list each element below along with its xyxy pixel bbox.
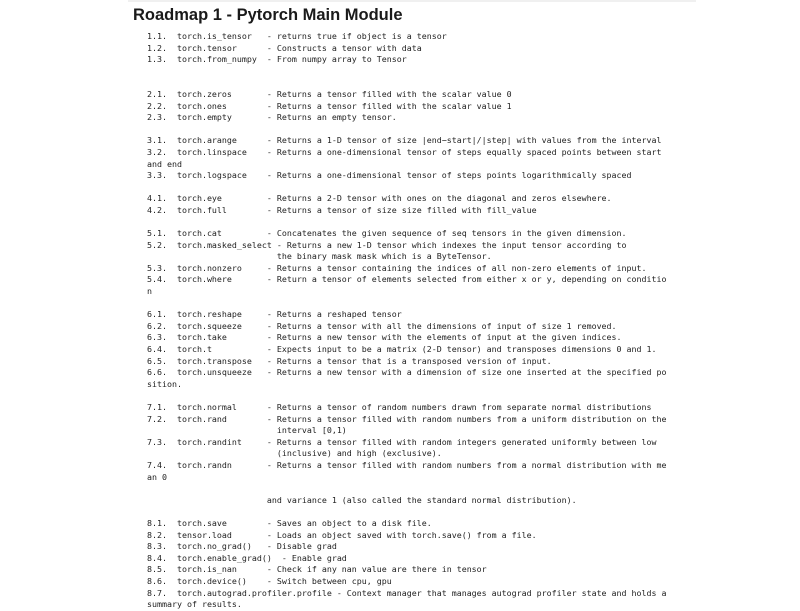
text-line: 7.1. torch.normal - Returns a tensor of random numbers drawn from separate normal distributions bbox=[147, 402, 652, 412]
page-title: Roadmap 1 - Pytorch Main Module bbox=[133, 6, 403, 24]
text-line bbox=[147, 390, 683, 402]
text-line: 2.1. torch.zeros - Returns a tensor filled with the scalar value 0 bbox=[147, 88, 512, 99]
text-line: 8.4. torch.enable_grad() - Enable grad bbox=[147, 552, 347, 563]
text-line: 8.7. torch.autograd.profiler.profile - Context manager that manages autograd profiler state and holds a bbox=[147, 587, 667, 598]
text-line: 5.4. torch.where - Return a tensor of elements selected from either x or y, depending on conditio bbox=[147, 274, 667, 285]
text-line: 6.2. torch.squeeze - Returns a tensor with all the dimensions of input of size 1 removed. bbox=[147, 320, 617, 331]
text-line: 8.5. torch.is_nan - Check if any nan value are there in tensor bbox=[147, 564, 487, 575]
text-line: 8.3. torch.no_grad() - Disable grad bbox=[147, 541, 337, 552]
text-line: 4.1. torch.eye - Returns a 2-D tensor with ones on the diagonal and zeros elsewhere. bbox=[147, 193, 612, 204]
text-line bbox=[147, 483, 683, 495]
text-line bbox=[147, 217, 683, 229]
text-line: and variance 1 (also called the standard normal distribution). bbox=[147, 494, 577, 505]
text-line: summary of results. bbox=[147, 599, 242, 610]
text-line: 6.5. torch.transpose - Returns a tensor that is a transposed version of input. bbox=[147, 355, 552, 366]
text-line: 8.2. tensor.load - Loads an object saved with torch.save() from a file. bbox=[147, 529, 537, 540]
text-line: 5.2. torch.masked_select - Returns a new 1-D tensor which indexes the input tensor according to bbox=[147, 239, 627, 250]
text-line: 5.1. torch.cat - Concatenates the given sequence of seq tensors in the given dimension. bbox=[147, 228, 627, 239]
text-line: 6.3. torch.take - Returns a new tensor with the elements of input at the given indices. bbox=[147, 332, 622, 343]
document-body bbox=[147, 31, 683, 611]
text-line: 2.2. torch.ones - Returns a tensor filled with the scalar value 1 bbox=[147, 100, 512, 111]
text-line: 4.2. torch.full - Returns a tensor of size size filled with fill_value bbox=[147, 204, 537, 215]
text-line: 6.6. torch.unsqueeze - Returns a new tensor with a dimension of size one inserted at the specified po bbox=[147, 367, 667, 378]
text-line: 3.3. torch.logspace - Returns a one-dimensional tensor of steps points logarithmically spaced bbox=[147, 170, 632, 181]
text-line bbox=[147, 77, 683, 89]
text-line: 6.1. torch.reshape - Returns a reshaped tensor bbox=[147, 309, 402, 320]
text-line: 3.1. torch.arange - Returns a 1-D tensor of size |end−start|/|step| with values from the interval bbox=[147, 135, 662, 146]
text-line: 7.4. torch.randn - Returns a tensor filled with random numbers from a normal distribution with me bbox=[147, 459, 667, 470]
text-line: 7.3. torch.randint - Returns a tensor filled with random integers generated uniformly between low bbox=[147, 436, 657, 447]
text-line bbox=[147, 182, 683, 194]
text-line bbox=[147, 66, 683, 78]
text-line: 8.6. torch.device() - Switch between cpu, gpu bbox=[147, 575, 392, 586]
text-line: the binary mask mask which is a ByteTensor. bbox=[147, 251, 492, 262]
text-line: 1.1. torch.is_tensor - returns true if object is a tensor bbox=[147, 31, 447, 41]
text-line: 1.2. torch.tensor - Constructs a tensor with data bbox=[147, 42, 422, 53]
text-line: 5.3. torch.nonzero - Returns a tensor containing the indices of all non-zero elements of input. bbox=[147, 262, 647, 273]
text-line: 7.2. torch.rand - Returns a tensor filled with random numbers from a uniform distribution on the bbox=[147, 413, 667, 424]
text-line bbox=[147, 124, 683, 136]
text-line: an 0 bbox=[147, 471, 167, 482]
text-line: and end bbox=[147, 158, 182, 169]
text-line bbox=[147, 506, 683, 518]
text-line: 1.3. torch.from_numpy - From numpy array to Tensor bbox=[147, 54, 407, 65]
text-line: 2.3. torch.empty - Returns an empty tensor. bbox=[147, 112, 397, 123]
text-line: sition. bbox=[147, 378, 182, 389]
text-line: 3.2. torch.linspace - Returns a one-dimensional tensor of steps equally spaced points between start bbox=[147, 146, 662, 157]
text-line: n bbox=[147, 286, 152, 297]
text-line: (inclusive) and high (exclusive). bbox=[147, 448, 442, 459]
text-line: 6.4. torch.t - Expects input to be a matrix (2-D tensor) and transposes dimensions 0 and 1. bbox=[147, 344, 657, 355]
text-line: interval [0,1) bbox=[147, 425, 347, 436]
top-divider bbox=[128, 0, 696, 2]
text-line: 8.1. torch.save - Saves an object to a disk file. bbox=[147, 517, 432, 528]
text-line bbox=[147, 298, 683, 310]
